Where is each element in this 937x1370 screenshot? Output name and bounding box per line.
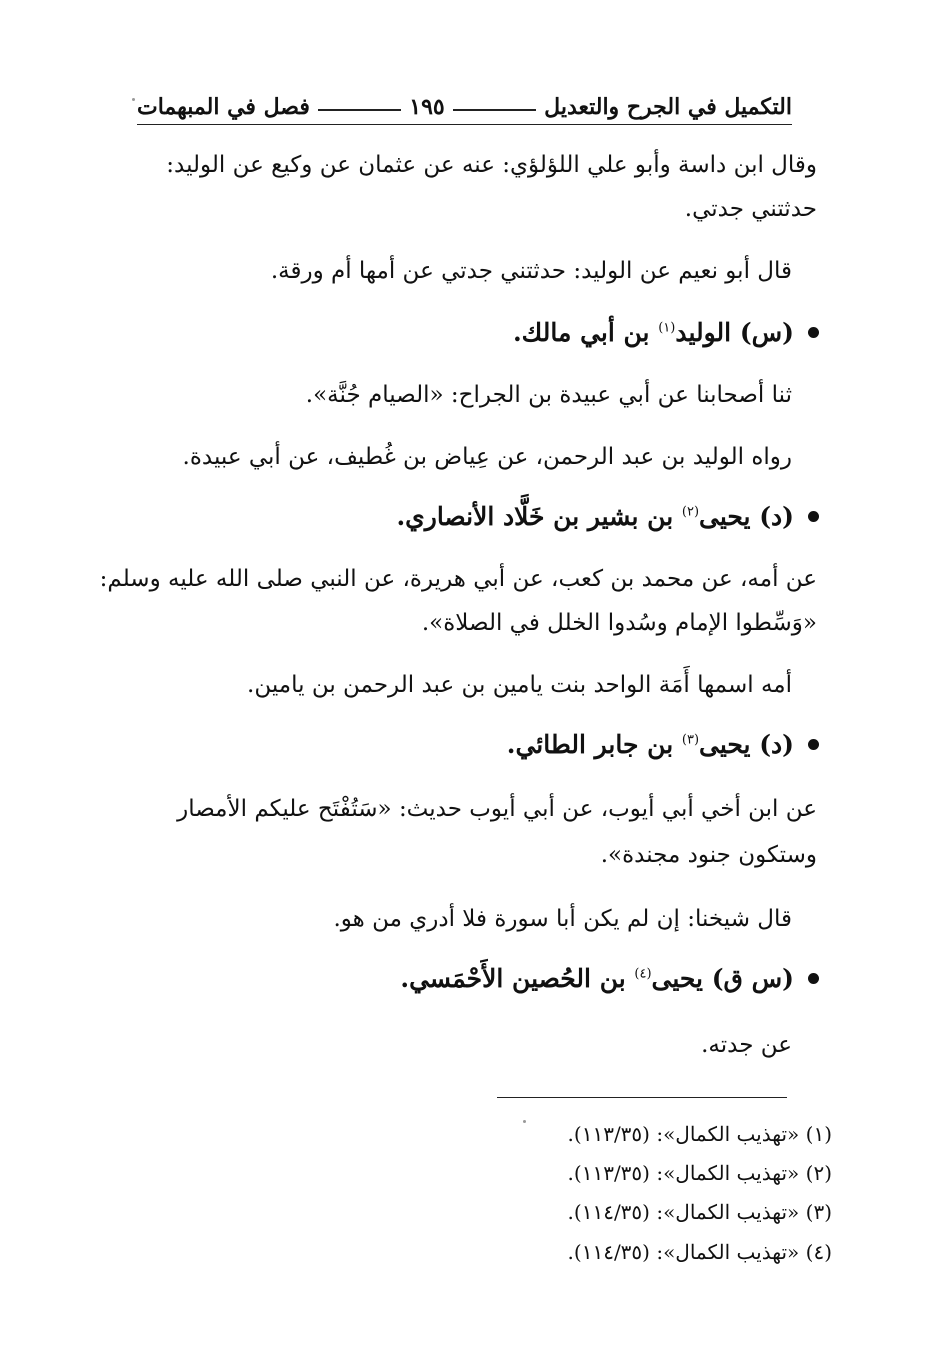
paragraph-line: قال شيخنا: إن لم يكن أبا سورة فلا أدري من هو.	[333, 906, 792, 932]
footnote-ref: (١)	[658, 320, 676, 336]
footnote-separator	[497, 1097, 787, 1098]
paragraph-line: حدثتني جدتي.	[684, 196, 817, 222]
header-section-title: فصل في المبهمات	[136, 94, 310, 120]
footnote: (٢) «تهذيب الكمال»: (١١٣/٣٥).	[567, 1161, 832, 1185]
header-page-number: ١٩٥	[409, 94, 445, 120]
header-book-title: التكميل في الجرح والتعديل	[544, 94, 792, 120]
bullet-icon	[808, 327, 819, 338]
footnote-ref: (٢)	[681, 504, 700, 520]
footnote: (٣) «تهذيب الكمال»: (١١٤/٣٥).	[567, 1200, 832, 1224]
entry-name: (د) يحيى$^{(٢)}$ بن بشير بن خَلَّاد الأنصاري.	[396, 502, 794, 531]
paragraph-line: رواه الوليد بن عبد الرحمن، عن عِياض بن غُطيف، عن أبي عبيدة.	[182, 444, 792, 470]
scan-speck	[132, 98, 135, 101]
entry-name: (س) الوليد$^{(١)}$ بن أبي مالك.	[512, 318, 794, 347]
paragraph-line: أمه اسمها أَمَة الواحد بنت يامين بن عبد الرحمن بن يامين.	[247, 672, 792, 698]
footnote: (١) «تهذيب الكمال»: (١١٣/٣٥).	[567, 1122, 832, 1146]
paragraph-line: عن جدته.	[701, 1032, 792, 1058]
footnote-ref: (٣)	[681, 732, 700, 748]
running-header	[137, 80, 792, 125]
bullet-icon	[808, 739, 819, 750]
entry-name: (د) يحيى$^{(٣)}$ بن جابر الطائي.	[506, 730, 794, 759]
entry-heading	[513, 318, 819, 347]
footnote-ref: (٤)	[634, 966, 652, 982]
header-dash	[318, 109, 401, 111]
footnote: (٤) «تهذيب الكمال»: (١١٤/٣٥).	[567, 1240, 832, 1264]
header-dash	[453, 109, 536, 111]
paragraph-line: عن أمه، عن محمد بن كعب، عن أبي هريرة، عن النبي صلى الله عليه وسلم:	[99, 566, 817, 592]
paragraph-line: عن ابن أخي أبي أيوب، عن أبي أيوب حديث: «سَتُفْتَح عليكم الأمصار	[177, 796, 817, 822]
bullet-icon	[808, 973, 819, 984]
paragraph-line: وستكون جنود مجندة».	[600, 842, 817, 868]
entry-heading	[396, 502, 819, 531]
paragraph-line: قال أبو نعيم عن الوليد: حدثتني جدتي عن أمها أم ورقة.	[270, 258, 792, 284]
paragraph-line: «وَسِّطوا الإمام وسُدوا الخلل في الصلاة».	[421, 610, 817, 636]
entry-heading	[507, 730, 819, 759]
bullet-icon	[808, 511, 819, 522]
paragraph-line: وقال ابن داسة وأبو علي اللؤلؤي: عنه عن عثمان عن وكيع عن الوليد:	[166, 152, 817, 178]
paragraph-line: ثنا أصحابنا عن أبي عبيدة بن الجراح: «الصيام جُنَّة».	[305, 382, 792, 408]
entry-heading	[400, 964, 819, 993]
scan-speck	[523, 1120, 526, 1123]
entry-name: (س ق) يحيى$^{(٤)}$ بن الحُصين الأَحْمَسي.	[400, 964, 794, 993]
